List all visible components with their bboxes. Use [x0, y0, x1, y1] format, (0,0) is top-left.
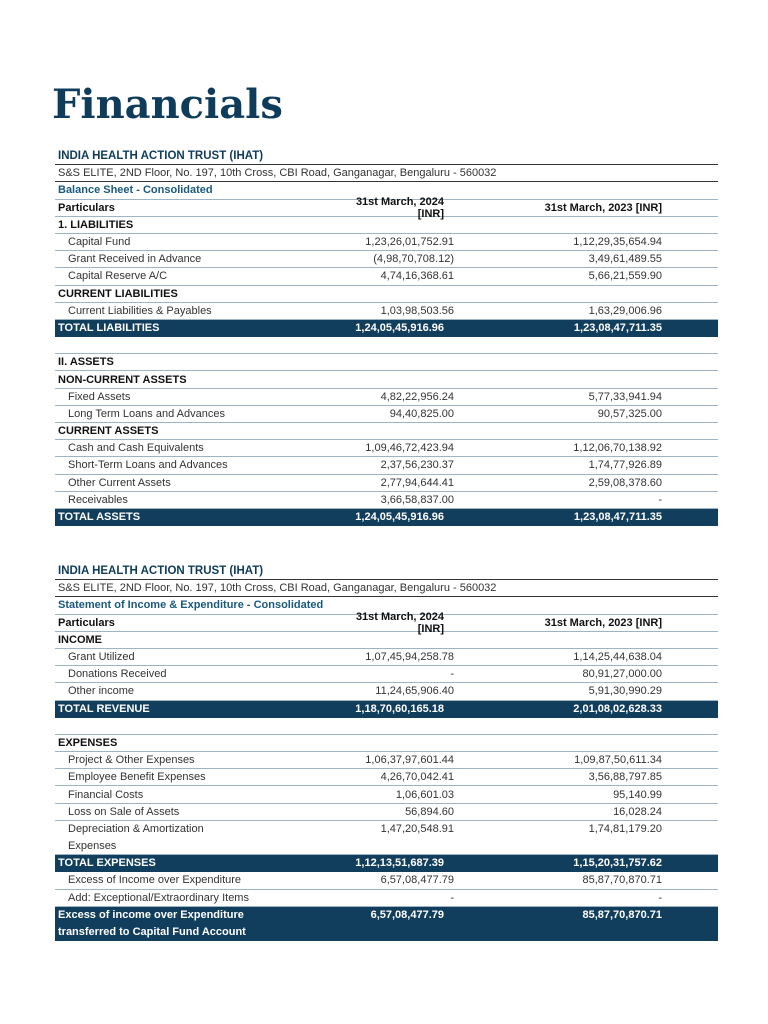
table-row [55, 440, 718, 457]
row-label: Financial Costs [68, 788, 144, 801]
table-header-row [55, 195, 718, 220]
org-address: S&S ELITE, 2ND Floor, No. 197, 10th Cross, CBI Road, Ganganagar, Bengaluru - 560032 [58, 582, 497, 595]
value-2024: 1,03,98,503.56 [380, 304, 454, 317]
table-row [55, 666, 718, 683]
transferred-total-row [55, 907, 718, 941]
value-2023: 3,49,61,489.55 [588, 253, 662, 266]
value-2024: 3,66,58,837.00 [380, 493, 454, 506]
row-label: Loss on Sale of Assets [68, 805, 180, 818]
section-heading [55, 354, 718, 371]
column-header-2024: 31st March, 2024 [INR] [355, 195, 444, 220]
value-2023: - [658, 493, 662, 506]
value-2024: 1,06,37,97,601.44 [365, 754, 454, 767]
value-2024: 11,24,65,906.40 [375, 685, 454, 698]
value-2023: 5,66,21,559.90 [588, 270, 662, 283]
value-2023: 16,028.24 [613, 805, 662, 818]
row-label: Short-Term Loans and Advances [68, 459, 228, 472]
section-title: INCOME [58, 633, 102, 646]
row-label: Capital Reserve A/C [68, 270, 168, 283]
total-label: TOTAL LIABILITIES [58, 321, 160, 334]
total-value-2023: 85,87,70,870.71 [582, 908, 662, 921]
row-label: Capital Fund [68, 236, 131, 249]
table-header-row [55, 610, 718, 635]
total-label: TOTAL ASSETS [58, 511, 141, 524]
table-row [55, 752, 718, 769]
total-value-2023: 1,23,08,47,711.35 [573, 321, 662, 334]
row-label: Employee Benefit Expenses [68, 771, 206, 784]
value-2023: 5,77,33,941.94 [588, 390, 662, 403]
spacer-row [55, 718, 718, 735]
address-row [55, 580, 718, 597]
section-heading [55, 423, 718, 440]
table-row [55, 251, 718, 268]
row-label: Grant Received in Advance [68, 253, 202, 266]
row-label: Cash and Cash Equivalents [68, 442, 204, 455]
value-2024: 4,26,70,042.41 [380, 771, 454, 784]
org-name: INDIA HEALTH ACTION TRUST (IHAT) [58, 565, 264, 578]
table-row [55, 303, 718, 320]
value-2023: 2,59,08,378.60 [588, 476, 662, 489]
total-value-2024: 1,24,05,45,916.96 [355, 511, 444, 524]
total-value-2023: 1,23,08,47,711.35 [573, 511, 662, 524]
column-header-particulars: Particulars [58, 201, 115, 214]
value-2024: 1,23,26,01,752.91 [365, 236, 454, 249]
value-2023: 1,14,25,44,638.04 [573, 651, 662, 664]
org-name-row [55, 563, 718, 580]
table-row [55, 649, 718, 666]
spacer-row [55, 337, 718, 354]
value-2024: - [450, 668, 454, 681]
value-2023: 80,91,27,000.00 [582, 668, 662, 681]
row-label: Donations Received [68, 668, 167, 681]
value-2024: 2,37,56,230.37 [380, 459, 454, 472]
table-row [55, 406, 718, 423]
value-2024: 94,40,825.00 [389, 407, 454, 420]
value-2023: 1,09,87,50,611.34 [574, 754, 662, 767]
balance-sheet-table [55, 148, 718, 526]
section-title: NON-CURRENT ASSETS [58, 373, 187, 386]
table-row [55, 234, 718, 251]
value-2024: 2,77,94,644.41 [380, 476, 454, 489]
column-header-2023: 31st March, 2023 [INR] [544, 201, 662, 214]
org-name-row [55, 148, 718, 165]
value-2023: 1,74,77,926.89 [588, 459, 662, 472]
row-label: Other Current Assets [68, 476, 171, 489]
total-value-2024: 1,24,05,45,916.96 [355, 321, 444, 334]
org-address: S&S ELITE, 2ND Floor, No. 197, 10th Cross, CBI Road, Ganganagar, Bengaluru - 560032 [58, 167, 497, 180]
row-label: Excess of Income over Expenditure [68, 874, 242, 887]
value-2023: 1,12,29,35,654.94 [573, 236, 662, 249]
total-label: Excess of income over Expenditure transferred to Capital Fund Account [58, 908, 246, 938]
table-row [55, 457, 718, 474]
row-label: Depreciation & Amortization Expenses [68, 822, 204, 852]
table-row [55, 475, 718, 492]
value-2023: - [658, 891, 662, 904]
value-2024: 1,06,601.03 [395, 788, 454, 801]
value-2023: 1,63,29,006.96 [588, 304, 662, 317]
value-2023: 95,140.99 [613, 788, 662, 801]
statement-title: Statement of Income & Expenditure - Consolidated [58, 599, 324, 612]
value-2024: 1,09,46,72,423.94 [365, 442, 454, 455]
table-row [55, 804, 718, 821]
value-2023: 5,91,30,990.29 [588, 685, 662, 698]
total-row [55, 509, 718, 526]
value-2024: 1,07,45,94,258.78 [365, 651, 454, 664]
value-2023: 90,57,325.00 [597, 407, 662, 420]
total-row [55, 855, 718, 872]
section-title: 1. LIABILITIES [58, 218, 134, 231]
table-row [55, 389, 718, 406]
total-value-2024: 1,12,13,51,687.39 [355, 857, 444, 870]
column-header-2023: 31st March, 2023 [INR] [544, 616, 662, 629]
income-expenditure-table [55, 563, 718, 941]
row-label: Current Liabilities & Payables [68, 304, 212, 317]
total-label: TOTAL REVENUE [58, 702, 150, 715]
value-2024: - [450, 891, 454, 904]
value-2024: 56,894.60 [405, 805, 454, 818]
total-value-2023: 1,15,20,31,757.62 [573, 857, 662, 870]
table-row [55, 268, 718, 285]
section-heading [55, 371, 718, 388]
value-2024: 1,47,20,548.91 [380, 822, 454, 835]
address-row [55, 165, 718, 182]
row-label: Add: Exceptional/Extraordinary Items [68, 891, 249, 904]
total-label: TOTAL EXPENSES [58, 857, 156, 870]
value-2023: 1,12,06,70,138.92 [573, 442, 662, 455]
table-row [55, 872, 718, 889]
org-name: INDIA HEALTH ACTION TRUST (IHAT) [58, 150, 264, 163]
section-title: EXPENSES [58, 736, 118, 749]
row-label: Grant Utilized [68, 651, 135, 664]
total-value-2024: 6,57,08,477.79 [370, 908, 444, 921]
value-2024: 4,74,16,368.61 [380, 270, 454, 283]
value-2023: 3,56,88,797.85 [588, 771, 662, 784]
row-label: Fixed Assets [68, 390, 131, 403]
section-heading [55, 632, 718, 649]
value-2024: (4,98,70,708.12) [373, 253, 454, 266]
total-row [55, 320, 718, 337]
value-2024: 6,57,08,477.79 [380, 874, 454, 887]
total-value-2024: 1,18,70,60,165.18 [355, 702, 444, 715]
value-2023: 85,87,70,870.71 [582, 874, 662, 887]
section-title: II. ASSETS [58, 356, 114, 369]
section-heading [55, 217, 718, 234]
value-2024: 4,82,22,956.24 [380, 390, 454, 403]
total-value-2023: 2,01,08,02,628.33 [573, 702, 662, 715]
table-row [55, 683, 718, 700]
total-row [55, 701, 718, 718]
row-label: Receivables [68, 493, 128, 506]
table-row [55, 492, 718, 509]
statement-title: Balance Sheet - Consolidated [58, 184, 213, 197]
table-row [55, 821, 718, 855]
row-label: Project & Other Expenses [68, 754, 195, 767]
section-title: CURRENT ASSETS [58, 425, 159, 438]
row-label: Other income [68, 685, 135, 698]
column-header-2024: 31st March, 2024 [INR] [355, 610, 444, 635]
table-row [55, 769, 718, 786]
page-title: Financials [52, 81, 283, 128]
table-row [55, 786, 718, 803]
table-row [55, 890, 718, 907]
section-title: CURRENT LIABILITIES [58, 287, 178, 300]
value-2023: 1,74,81,179.20 [588, 822, 662, 835]
row-label: Long Term Loans and Advances [68, 407, 225, 420]
column-header-particulars: Particulars [58, 616, 115, 629]
section-heading [55, 735, 718, 752]
section-heading [55, 286, 718, 303]
